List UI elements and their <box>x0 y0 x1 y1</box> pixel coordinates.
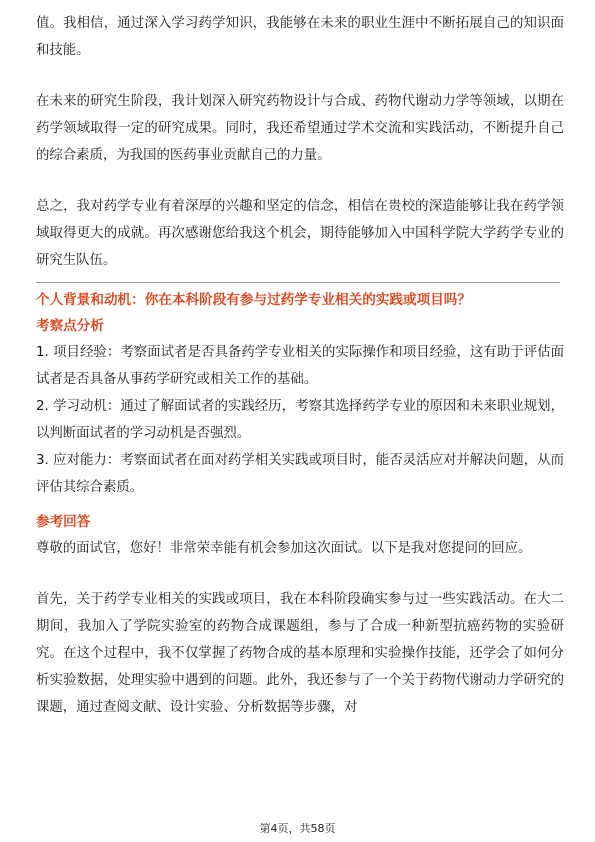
intro-paragraph-1: 值。我相信，通过深入学习药学知识，我能够在未来的职业生涯中不断拓展自己的知识面和技能。 <box>36 16 564 58</box>
page-number-footer: 第4页，共58页 <box>259 822 336 835</box>
analysis-item-2: 2. 学习动机：通过了解面试者的实践经历，考察其选择药学专业的原因和未来职业规划，以判断面试者的学习动机是否强烈。 <box>36 399 564 441</box>
intro-paragraph-3: 总之，我对药学专业有着深厚的兴趣和坚定的信念，相信在贵校的深造能够让我在药学领域取得更大的成就。再次感谢您给我这个机会，期待能够加入中国科学院大学药学专业的研究生队伍。 <box>36 199 564 268</box>
question-title: 个人背景和动机：你在本科阶段有参与过药学专业相关的实践或项目吗？ <box>36 292 471 308</box>
answer-paragraph-1: 尊敬的面试官，您好！非常荣幸能有机会参加这次面试。以下是我对您提问的回应。 <box>36 541 532 556</box>
intro-paragraph-2: 在未来的研究生阶段，我计划深入研究药物设计与合成、药物代谢动力学等领域，以期在药学领域取得一定的研究成果。同时，我还希望通过学术交流和实践活动，不断提升自己的综合素质，为我国的医药事业贡献自己的力量。 <box>36 94 564 163</box>
analysis-heading: 考察点分析 <box>36 318 104 334</box>
page-content <box>36 10 564 721</box>
section-divider <box>36 282 560 283</box>
answer-heading: 参考回答 <box>36 514 91 530</box>
analysis-item-1: 1. 项目经验：考察面试者是否具备药学专业相关的实际操作和项目经验，这有助于评估面试者是否具备从事药学研究或相关工作的基础。 <box>36 345 564 387</box>
analysis-item-3: 3. 应对能力：考察面试者在面对药学相关实践或项目时，能否灵活应对并解决问题，从而评估其综合素质。 <box>36 453 564 495</box>
answer-paragraph-2: 首先，关于药学专业相关的实践或项目，我在本科阶段确实参与过一些实践活动。在大二期间，我加入了学院实验室的药物合成课题组，参与了合成一种新型抗癌药物的实验研究。在这个过程中，我不仅掌握了药物合成的基本原理和实验操作技能，还学会了如何分析实验数据，处理实验中遇到的问题。此外，我还参与了一个关于药物代谢动力学研究的课题，通过查阅文献、设计实验、分析数据等步骤，对 <box>36 592 564 715</box>
